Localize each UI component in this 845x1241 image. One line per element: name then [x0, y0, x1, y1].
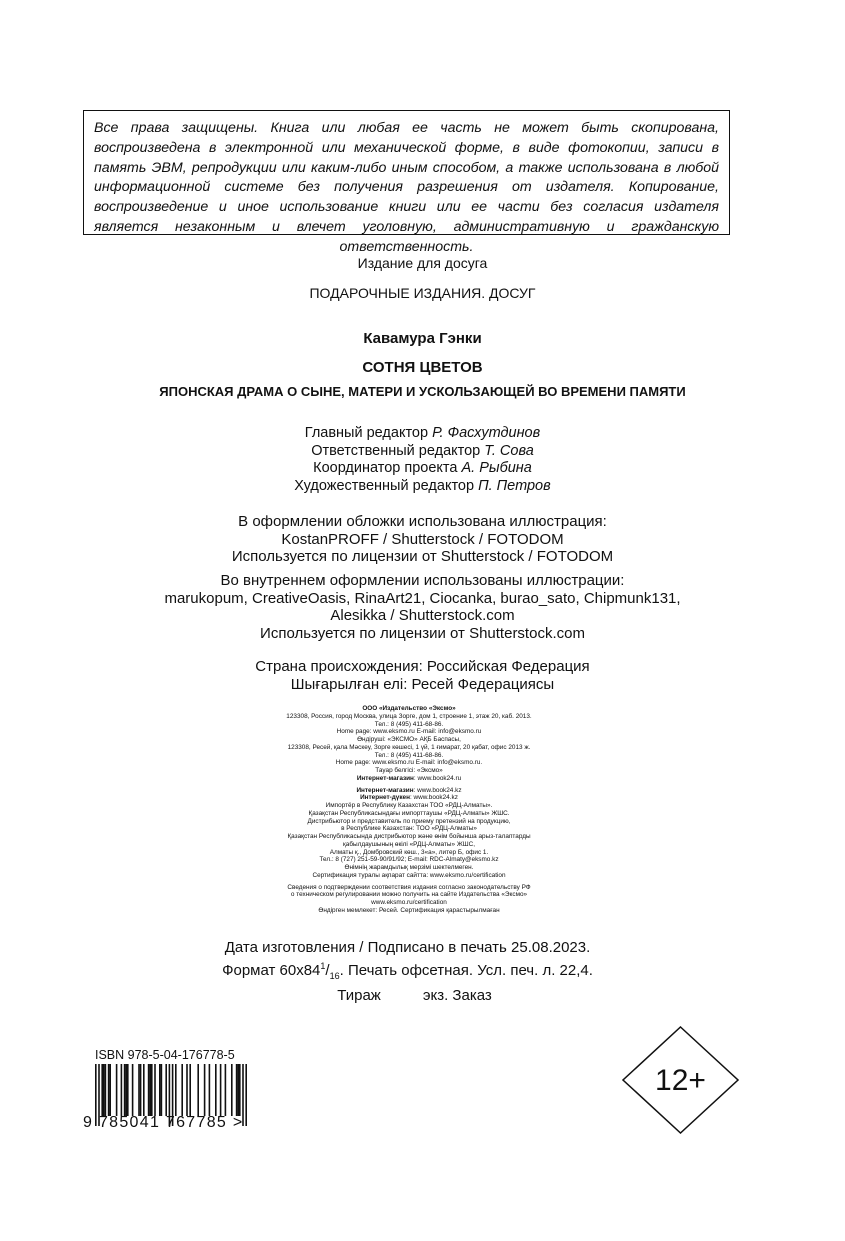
- credit-line: Ответственный редактор Т. Сова: [311, 442, 534, 459]
- barcode-bar: [132, 1064, 134, 1116]
- barcode-bar: [245, 1064, 247, 1126]
- age-rating-text: 12+: [655, 1064, 706, 1097]
- barcode-bar: [127, 1064, 129, 1116]
- barcode-digits: 9 785041 767785 >: [83, 1114, 244, 1131]
- print-info: Дата изготовления / Подписано в печать 25.08.2023. Формат $60x84^1/_{16}$. Печать офсетная. Усл. печ. л. 22,4. Тираж экз. Заказ: [222, 939, 593, 1004]
- credit-line: Главный редактор Р. Фасхутдинов: [304, 425, 541, 441]
- barcode-bar: [116, 1064, 118, 1116]
- book-subtitle: ЯПОНСКАЯ ДРАМА О СЫНЕ, МАТЕРИ И УСКОЛЬЗАЮЩЕЙ ВО ВРЕМЕНИ ПАМЯТИ: [159, 384, 686, 399]
- barcode-bar: [159, 1064, 161, 1116]
- barcode-bar: [109, 1064, 111, 1116]
- isbn: ISBN 978-5-04-176778-5: [95, 1048, 235, 1062]
- cover-illustration-credits: В оформлении обложки использована иллюстрация: KostanPROFF / Shutterstock / FOTODOM Используется по лицензии от Shutterstock / FOTODOM: [231, 513, 614, 565]
- edition-type: Издание для досуга: [357, 255, 488, 271]
- barcode-bar: [125, 1064, 127, 1116]
- barcode-bar: [103, 1064, 105, 1116]
- barcode-bar: [161, 1064, 163, 1116]
- inner-illustration-credits: Во внутреннем оформлении использованы иллюстрации: marukopum, CreativeOasis, RinaArt21, Ciocanka, burao_sato, Chipmunk131, Alesikka / Shutterstock.com Используется по лицензии от Shutterstock.com: [164, 572, 681, 642]
- rights-text: Все права защищены. Книга или любая ее часть не может быть скопирована, воспроизведена в электронной или механической форме, в виде фотокопии, записи в память ЭВМ, репродукции или каким-либо иным способом, а также использована в любой информационной системе без получения разрешения от издателя. Копирование, воспроизведение и иное использование книги или ее части без согласия издателя является незаконным и влечет уголовную, административную и гражданскую ответственность.: [94, 120, 719, 255]
- barcode-bar: [105, 1064, 107, 1116]
- barcode-bar: [237, 1064, 239, 1116]
- barcode-bar: [124, 1064, 126, 1116]
- barcode-bar: [165, 1064, 167, 1116]
- credit-line: Художественный редактор П. Петров: [294, 477, 551, 494]
- credit-line: Координатор проекта А. Рыбина: [313, 460, 532, 476]
- barcode-bar: [181, 1064, 183, 1116]
- publisher-name: ООО «Издательство «Эксмо»: [362, 705, 456, 712]
- author-name: Кавамура Гэнки: [363, 330, 482, 347]
- barcode-bar: [215, 1064, 217, 1116]
- barcode-bar: [101, 1064, 103, 1116]
- credits-block: [0, 425, 845, 495]
- origin-country: Страна происхождения: Российская Федерация Шығарылған елі: Ресей Федерациясы: [255, 658, 590, 693]
- barcode-bar: [209, 1064, 211, 1116]
- barcode-bar: [108, 1064, 110, 1116]
- barcode-bar: [231, 1064, 233, 1116]
- barcode-bar: [140, 1064, 142, 1116]
- barcode-bar: [239, 1064, 241, 1116]
- barcode-bar: [138, 1064, 140, 1116]
- age-rating-badge: [622, 1026, 739, 1134]
- barcode-bar: [189, 1064, 191, 1116]
- barcode-bar: [143, 1064, 145, 1116]
- barcode-bar: [186, 1064, 188, 1116]
- barcode-bar: [220, 1064, 222, 1116]
- rights-notice: [83, 110, 730, 255]
- barcode-bar: [236, 1064, 238, 1116]
- barcode-bar: [175, 1064, 177, 1116]
- barcode-bar: [149, 1064, 151, 1116]
- barcode-bar: [121, 1064, 123, 1116]
- barcode-bar: [151, 1064, 153, 1116]
- barcode-bar: [148, 1064, 150, 1116]
- publisher-info: ООО «Издательство «Эксмо» 123308, Россия, город Москва, улица Зорге, дом 1, строение 1, этаж 20, каб. 2013. Тел.: 8 (495) 411-68-86. Home page: www.eksmo.ru E-mail: info@eksmo.ru Өндіруші: «ЭКСМО» АҚБ Баспасы, 123308, Ресей, қала Мәскеу, Зорге көшесі, 1 үй, 1 ғимарат, 20 қабат, офис 2013 ж. Тел.: 8 (495) 411-68-86. Home page: www.eksmo.ru E-mail: info@eksmo.ru. Тауар белгісі: «Эксмо» Интернет-магазин: www.book24.ru Интернет-магазин: www.book24.kz Интернет-дүкен: www.book24.kz Импортёр в Республику Казахстан ТОО «РДЦ-Алматы». Қазақстан Республикасындағы импорттаушы «РДЦ-Алматы» ЖШС. Дистрибьютор и представитель по приему претензий на продукцию, в Республике Казахстан: ТОО «РДЦ-Алматы» Қазақстан Республикасында дистрибьютор және өнім бойынша арыз-талаптарды қабылдаушының өкілі «РДЦ-Алматы» ЖШС, Алматы қ., Домбровский көш., 3«а», литер Б, офис 1. Тел.: 8 (727) 251-59-90/91/92; E-mail: RDC-Almaty@eksmo.kz Өнімнің жарамдылық мерзімі шектелмеген. Сертификация туралы ақпарат сайтта: www.eksmo.ru/certification Сведения о подтверждении соответствия издания согласно законодательству РФ о техническом регулировании можно получить на сайте Издательства «Эксмо» www.eksmo.ru/certification Өндірген мемлекет: Ресей. Сертификация қарастырылмаған: [0, 705, 818, 915]
- barcode-bar: [197, 1064, 199, 1116]
- barcode-bar: [225, 1064, 227, 1116]
- barcode-bar: [204, 1064, 206, 1116]
- book-title: СОТНЯ ЦВЕТОВ: [362, 359, 483, 376]
- series-name: ПОДАРОЧНЫЕ ИЗДАНИЯ. ДОСУГ: [309, 285, 536, 301]
- barcode-bar: [154, 1064, 156, 1116]
